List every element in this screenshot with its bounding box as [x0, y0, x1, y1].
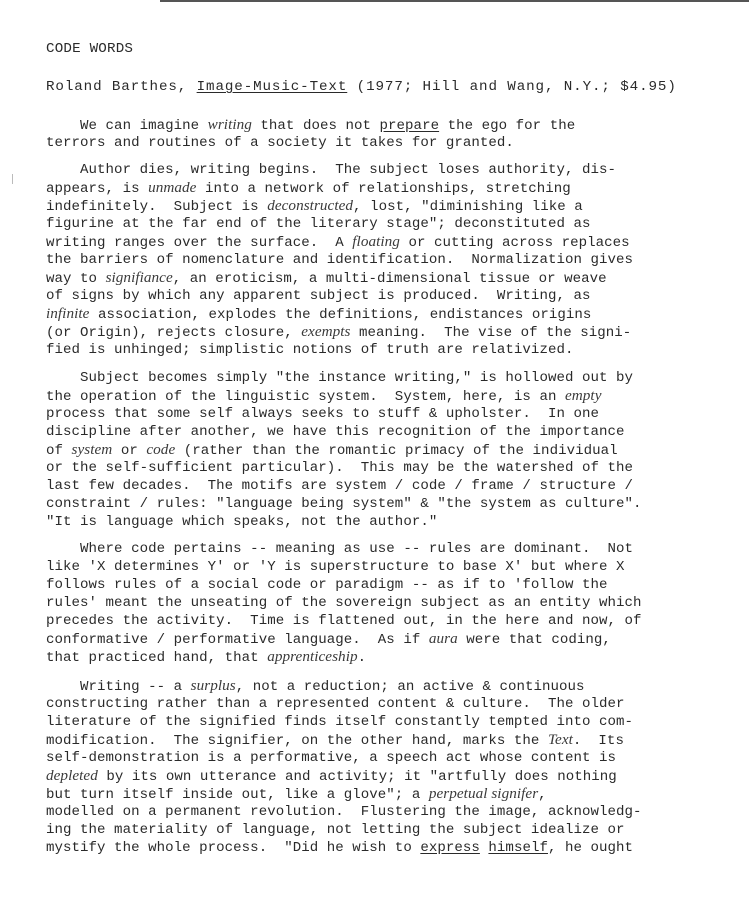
text-segment: association, explodes the definitions, endistances origins: [89, 307, 592, 323]
text-line: [46, 405, 726, 423]
text-line: [46, 821, 726, 839]
italic-term: unmade: [148, 179, 197, 196]
text-line: [46, 305, 726, 323]
italic-term: signifiance: [105, 269, 173, 286]
text-segment: follows rules of a social code or paradigm -- as if to 'follow the: [46, 577, 608, 593]
text-line: [46, 767, 726, 785]
text-segment: or the self-sufficient particular). This may be the watershed of the: [46, 460, 634, 476]
text-line: [46, 477, 726, 495]
text-segment: modification. The signifier, on the other hand, marks the: [46, 733, 548, 749]
text-segment: , lost, "diminishing like a: [353, 199, 583, 215]
text-line: [46, 287, 726, 305]
book-citation: [46, 79, 677, 95]
text-segment: Writing -- a: [46, 679, 191, 695]
text-line: [46, 540, 726, 558]
text-line: [46, 459, 726, 477]
text-segment: that practiced hand, that: [46, 650, 268, 666]
text-line: [46, 695, 726, 713]
italic-term: code: [146, 441, 176, 458]
underlined-term: himself: [488, 840, 548, 856]
text-line: [46, 612, 726, 630]
text-segment: meaning. The vise of the signi-: [350, 325, 632, 341]
text-segment: conformative / performative language. As if: [46, 632, 429, 648]
citation-details: (1977; Hill and Wang, N.Y.; $4.95): [347, 79, 677, 95]
text-segment: last few decades. The motifs are system / code / frame / structure /: [46, 478, 634, 494]
text-line: [46, 677, 726, 695]
text-line: [46, 269, 726, 287]
text-segment: self-demonstration is a performative, a speech act whose content is: [46, 750, 617, 766]
italic-term: aura: [428, 630, 458, 647]
text-segment: mystify the whole process. "Did he wish to: [46, 840, 421, 856]
italic-term: floating: [352, 233, 400, 250]
text-segment: fied is unhinged; simplistic notions of truth are relativized.: [46, 342, 574, 358]
text-line: [46, 441, 726, 459]
italic-term: surplus: [190, 677, 236, 694]
text-segment: , not a reduction; an active & continuous: [235, 679, 585, 695]
italic-term: deconstructed: [267, 197, 354, 214]
paragraph-1: [46, 116, 726, 152]
text-segment: of: [46, 443, 72, 459]
text-segment: indefinitely. Subject is: [46, 199, 268, 215]
text-segment: ,: [538, 787, 547, 803]
text-segment: way to: [46, 271, 106, 287]
text-segment: or cutting across replaces: [399, 235, 630, 251]
text-line: [46, 341, 726, 359]
text-segment: terrors and routines of a society it takes for granted.: [46, 135, 514, 151]
italic-term: Text: [547, 731, 573, 748]
underlined-term: express: [420, 840, 480, 856]
text-line: [46, 731, 726, 749]
italic-term: exempts: [301, 323, 351, 340]
text-line: [46, 323, 726, 341]
italic-term: apprenticeship: [267, 648, 358, 665]
text-segment: but turn itself inside out, like a glove"; a: [46, 787, 429, 803]
italic-term: empty: [564, 387, 602, 404]
text-line: [46, 197, 726, 215]
text-line: [46, 161, 726, 179]
text-line: [46, 558, 726, 576]
text-line: [46, 134, 726, 152]
citation-title: Image-Music-Text: [196, 79, 348, 95]
text-line: [46, 839, 726, 857]
text-line: [46, 594, 726, 612]
paragraph-2: [46, 161, 726, 359]
text-line: [46, 749, 726, 767]
text-segment: figurine at the far end of the literary stage"; deconstituted as: [46, 216, 591, 232]
paragraph-4: [46, 540, 726, 666]
text-segment: "It is language which speaks, not the author.": [46, 514, 438, 530]
text-line: [46, 785, 726, 803]
text-segment: of signs by which any apparent subject is produced. Writing, as: [46, 288, 591, 304]
text-segment: the operation of the linguistic system. System, here, is an: [46, 389, 565, 405]
top-rule-line: [160, 0, 749, 2]
text-segment: .: [357, 650, 367, 666]
text-segment: , he ought: [547, 840, 634, 856]
text-segment: the barriers of nomenclature and identification. Normalization gives: [46, 252, 634, 268]
text-line: [46, 116, 726, 134]
text-segment: process that some self always seeks to stuff & upholster. In one: [46, 406, 599, 422]
document-heading: CODE WORDS: [46, 41, 134, 57]
text-line: [46, 215, 726, 233]
text-segment: (or Origin), rejects closure,: [46, 325, 302, 341]
italic-term: perpetual signifer: [428, 785, 539, 802]
text-line: [46, 251, 726, 269]
text-line: [46, 387, 726, 405]
text-line: [46, 630, 726, 648]
text-segment: , an eroticism, a multi-dimensional tissue or weave: [172, 271, 607, 287]
text-segment: (rather than the romantic primacy of the individual: [175, 443, 618, 459]
text-segment: or: [112, 443, 147, 459]
text-line: [46, 713, 726, 731]
text-segment: the ego for the: [439, 118, 576, 134]
text-line: [46, 648, 726, 666]
text-line: [46, 233, 726, 251]
text-line: [46, 495, 726, 513]
text-segment: precedes the activity. Time is flattened out, in the here and now, of: [46, 613, 642, 629]
text-segment: ing the materiality of language, not letting the subject idealize or: [46, 822, 625, 838]
text-segment: literature of the signified finds itself constantly tempted into com-: [46, 714, 634, 730]
text-line: [46, 513, 726, 531]
text-segment: constructing rather than a represented content & culture. The older: [46, 696, 625, 712]
text-segment: Subject becomes simply "the instance writing," is hollowed out by: [46, 370, 634, 386]
citation-author: Roland Barthes,: [46, 79, 197, 95]
margin-mark: [12, 174, 13, 184]
italic-term: writing: [207, 116, 252, 133]
text-segment: discipline after another, we have this recognition of the importance: [46, 424, 625, 440]
text-line: [46, 803, 726, 821]
paragraph-5: [46, 677, 726, 857]
text-segment: . Its: [572, 733, 624, 749]
text-segment: constraint / rules: "language being system" & "the system as culture".: [46, 496, 642, 512]
text-segment: like 'X determines Y' or 'Y is superstructure to base X' but where X: [46, 559, 625, 575]
text-segment: that does not: [251, 118, 380, 134]
text-segment: Where code pertains -- meaning as use -- rules are dominant. Not: [46, 541, 634, 557]
text-line: [46, 369, 726, 387]
italic-term: infinite: [46, 305, 90, 322]
text-line: [46, 576, 726, 594]
text-segment: rules' meant the unseating of the sovereign subject as an entity which: [46, 595, 642, 611]
italic-term: system: [71, 441, 113, 458]
text-segment: We can imagine: [46, 118, 208, 134]
text-segment: by its own utterance and activity; it "artfully does nothing: [97, 769, 617, 785]
text-line: [46, 423, 726, 441]
italic-term: depleted: [46, 767, 98, 784]
text-segment: writing ranges over the surface. A: [46, 235, 353, 251]
underlined-term: prepare: [379, 118, 440, 134]
text-segment: into a network of relationships, stretching: [196, 181, 571, 197]
text-line: [46, 179, 726, 197]
text-segment: modelled on a permanent revolution. Flustering the image, acknowledg-: [46, 804, 642, 820]
text-segment: Author dies, writing begins. The subject loses authority, dis-: [46, 162, 617, 178]
text-segment: were that coding,: [457, 632, 611, 648]
paragraph-3: [46, 369, 726, 531]
text-segment: appears, is: [46, 181, 149, 197]
